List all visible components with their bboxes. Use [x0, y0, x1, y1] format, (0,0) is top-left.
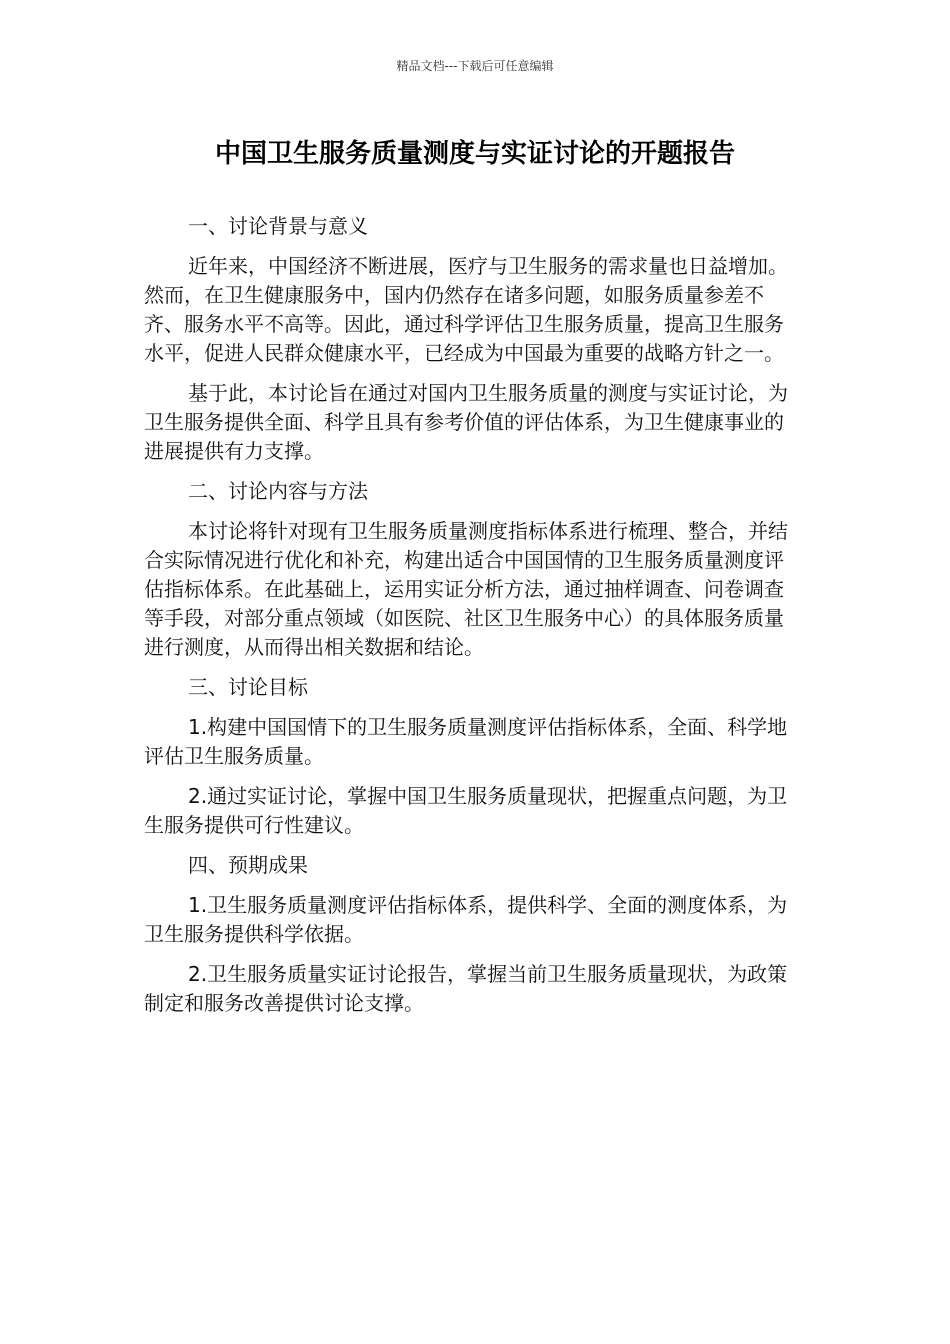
- section-heading: 三、讨论目标: [188, 675, 308, 699]
- section-background: [144, 212, 796, 466]
- section-goals: [144, 673, 796, 840]
- section-heading: 四、预期成果: [188, 853, 308, 877]
- section-heading: 一、讨论背景与意义: [188, 214, 368, 238]
- paragraph: 2.通过实证讨论，掌握中国卫生服务质量现状，把握重点问题，为卫生服务提供可行性建议。: [144, 784, 788, 837]
- paragraph: 基于此，本讨论旨在通过对国内卫生服务质量的测度与实证讨论，为卫生服务提供全面、科学且具有参考价值的评估体系，为卫生健康事业的进展提供有力支撑。: [144, 381, 788, 463]
- header-note: 精品文档---下载后可任意编辑: [396, 59, 554, 73]
- section-content-methods: [144, 477, 796, 662]
- paragraph: 1.卫生服务质量测度评估指标体系，提供科学、全面的测度体系，为卫生服务提供科学依据。: [144, 893, 788, 946]
- paragraph: 近年来，中国经济不断进展，医疗与卫生服务的需求量也日益增加。然而，在卫生健康服务中，国内仍然存在诸多问题，如服务质量参差不齐、服务水平不高等。因此，通过科学评估卫生服务质量，提高卫生服务水平，促进人民群众健康水平，已经成为中国最为重要的战略方针之一。: [144, 254, 788, 365]
- paragraph: 2.卫生服务质量实证讨论报告，掌握当前卫生服务质量现状，为政策制定和服务改善提供讨论支撑。: [144, 962, 788, 1015]
- paragraph: 本讨论将针对现有卫生服务质量测度指标体系进行梳理、整合，并结合实际情况进行优化和补充，构建出适合中国国情的卫生服务质量测度评估指标体系。在此基础上，运用实证分析方法，通过抽样调查、问卷调查等手段，对部分重点领域（如医院、社区卫生服务中心）的具体服务质量进行测度，从而得出相关数据和结论。: [144, 519, 788, 659]
- document-title: 中国卫生服务质量测度与实证讨论的开题报告: [214, 139, 735, 169]
- section-heading: 二、讨论内容与方法: [188, 479, 368, 503]
- section-expected-results: [144, 851, 796, 1018]
- paragraph: 1.构建中国国情下的卫生服务质量测度评估指标体系，全面、科学地评估卫生服务质量。: [144, 715, 788, 768]
- document-body: [144, 212, 796, 1029]
